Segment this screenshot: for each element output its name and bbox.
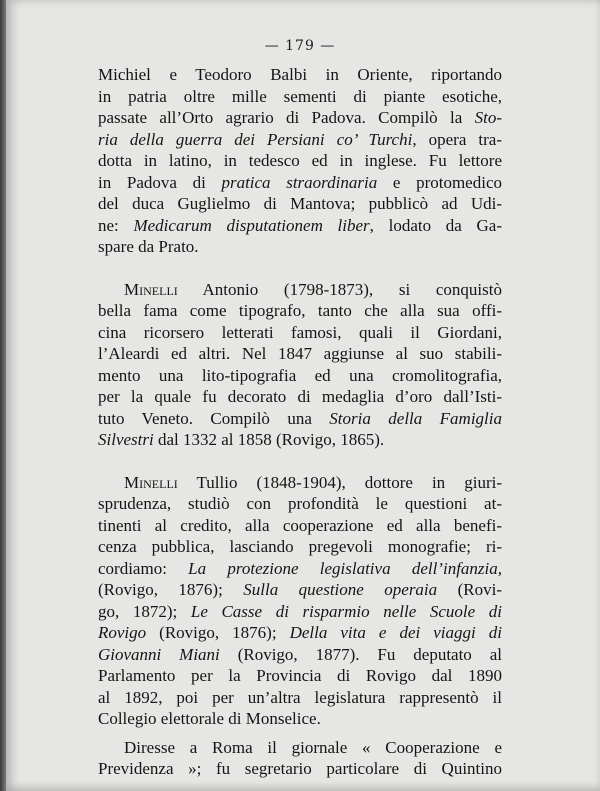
text-line: (Rovigo, 1876); Sulla questione operaia (Rovi- <box>98 580 502 599</box>
entry-surname: Minelli <box>124 279 178 299</box>
paragraph-balbi <box>98 64 502 258</box>
text-line: tuto Veneto. Compilò una Storia della Famiglia <box>98 408 502 428</box>
text-line: Rovigo (Rovigo, 1876); Della vita e dei viaggi di <box>98 623 502 642</box>
text-line: tinenti al credito, alla cooperazione ed alla benefi- <box>98 515 502 535</box>
text-line: sprudenza, studiò con profondità le questioni at- <box>98 494 502 513</box>
text-line: Diresse a Roma il giornale « Cooperazione e <box>124 737 502 757</box>
paragraph-diresse <box>98 737 502 780</box>
book-title-italic: Sulla questione operaia <box>243 580 438 599</box>
text-line: Silvestri dal 1332 al 1858 (Rovigo, 1865). <box>98 430 385 449</box>
text-line: dotta in latino, in tedesco ed in inglese. Fu lettore <box>98 151 502 170</box>
text-line: mento una lito-tipografia ed una cromolitografia, <box>98 365 502 385</box>
text-line: spare da Prato. <box>98 237 199 256</box>
entry-minelli-antonio <box>98 279 502 451</box>
text-line: Collegio elettorale di Monselice. <box>98 709 321 728</box>
book-title-italic: Le Casse di risparmio nelle Scuole di <box>190 601 502 621</box>
text-line: ria della guerra dei Persiani co’ Turchi, opera tra- <box>98 129 503 149</box>
text-line: in Padova di pratica straordinaria e protomedico <box>98 172 502 192</box>
book-title-italic: Rovigo <box>98 623 147 642</box>
text-line: Parlamento per la Provincia di Rovigo dal 1890 <box>98 666 502 685</box>
text-line: Previdenza »; fu segretario particolare di Quintino <box>98 759 502 778</box>
book-title-italic: Medicarum disputationem liber <box>133 215 370 235</box>
text-line: passate all’Orto agrario di Padova. Compilò la Sto- <box>98 108 502 127</box>
text-line: Minelli Antonio (1798-1873), si conquistò <box>124 279 502 299</box>
book-title-italic: Della vita e dei viaggi di <box>289 623 502 642</box>
book-title-italic: La protezione legislativa dell’infanzia, <box>188 558 503 578</box>
page-text <box>98 64 502 780</box>
text-line: per la quale fu decorato di medaglia d’oro dall’Isti- <box>98 387 502 406</box>
text-line: bella fama come tipografo, tanto che alla sua offi- <box>98 301 502 320</box>
text-line: cina ricorsero letterati famosi, quali il Giordani, <box>98 322 502 342</box>
page-number: — 179 — <box>264 38 336 54</box>
text-line: ne: Medicarum disputationem liber, lodato da Ga- <box>98 215 502 235</box>
text-line: Michiel e Teodoro Balbi in Oriente, riportando <box>98 65 502 84</box>
text-line: in patria oltre mille sementi di piante esotiche, <box>98 86 502 106</box>
italic-phrase: pratica straordinaria <box>221 172 378 192</box>
text-line: cordiamo: La protezione legislativa dell’infanzia, <box>98 558 503 578</box>
text-line: Giovanni Miani (Rovigo, 1877). Fu deputato al <box>98 644 502 664</box>
text-line: cenza pubblica, lasciando pregevoli monografie; ri- <box>98 537 502 556</box>
text-line: l’Aleardi ed altri. Nel 1847 aggiunse al suo stabili- <box>98 344 502 363</box>
book-title-italic: Storia della Famiglia <box>329 408 502 428</box>
text-line: go, 1872); Le Casse di risparmio nelle Scuole di <box>98 601 502 621</box>
book-title-italic: Silvestri <box>98 430 154 449</box>
text-line: del duca Guglielmo di Mantova; pubblicò ad Udi- <box>98 194 502 213</box>
book-title-italic: Giovanni Miani <box>98 644 220 664</box>
text-line: Minelli Tullio (1848-1904), dottore in giuri- <box>124 472 502 492</box>
entry-minelli-tullio <box>98 472 502 730</box>
text-line: al 1892, poi per un’altra legislatura rappresentò il <box>98 687 502 707</box>
entry-surname: Minelli <box>124 472 178 492</box>
book-title-italic: Sto- <box>474 108 502 127</box>
book-title-italic: ria della guerra dei Persiani co’ Turchi <box>98 129 413 149</box>
